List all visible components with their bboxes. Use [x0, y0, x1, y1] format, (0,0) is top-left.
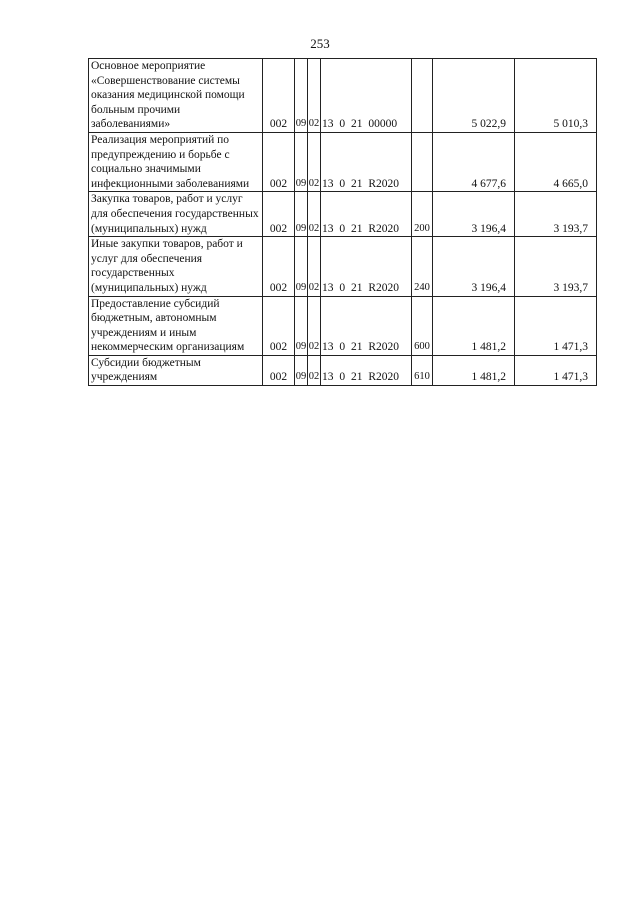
expense-type-code — [412, 59, 433, 133]
table-row — [89, 237, 597, 296]
section-code: 09 — [295, 237, 308, 296]
budget-table — [88, 58, 597, 386]
row-name: Реализация мероприятий по предупреждению и борьбе с социально значимыми инфекционными заболеваниями — [89, 132, 263, 191]
expense-type-code — [412, 132, 433, 191]
target-article-code: 13 0 21 00000 — [321, 59, 412, 133]
target-article-code: 13 0 21 R2020 — [321, 192, 412, 237]
subsection-code: 02 — [308, 355, 321, 385]
subsection-code: 02 — [308, 59, 321, 133]
section-code: 09 — [295, 132, 308, 191]
amount-first: 3 196,4 — [433, 192, 515, 237]
amount-second: 4 665,0 — [515, 132, 597, 191]
amount-first: 3 196,4 — [433, 237, 515, 296]
amount-second: 1 471,3 — [515, 355, 597, 385]
subsection-code: 02 — [308, 237, 321, 296]
table-row — [89, 192, 597, 237]
section-code: 09 — [295, 192, 308, 237]
section-code: 09 — [295, 59, 308, 133]
ministry-code: 002 — [263, 192, 295, 237]
amount-second: 5 010,3 — [515, 59, 597, 133]
amount-first: 5 022,9 — [433, 59, 515, 133]
amount-second: 1 471,3 — [515, 296, 597, 355]
amount-second: 3 193,7 — [515, 192, 597, 237]
row-name: Основное мероприятие «Совершенствование системы оказания медицинской помощи больным прочими заболеваниями» — [89, 59, 263, 133]
section-code: 09 — [295, 355, 308, 385]
expense-type-code: 610 — [412, 355, 433, 385]
target-article-code: 13 0 21 R2020 — [321, 355, 412, 385]
table-row — [89, 355, 597, 385]
amount-second: 3 193,7 — [515, 237, 597, 296]
amount-first: 1 481,2 — [433, 355, 515, 385]
subsection-code: 02 — [308, 296, 321, 355]
amount-first: 4 677,6 — [433, 132, 515, 191]
expense-type-code: 200 — [412, 192, 433, 237]
row-name: Закупка товаров, работ и услуг для обеспечения государственных (муниципальных) нужд — [89, 192, 263, 237]
ministry-code: 002 — [263, 355, 295, 385]
target-article-code: 13 0 21 R2020 — [321, 237, 412, 296]
row-name: Предоставление субсидий бюджетным, автономным учреждениям и иным некоммерческим организациям — [89, 296, 263, 355]
ministry-code: 002 — [263, 132, 295, 191]
table-row — [89, 59, 597, 133]
expense-type-code: 240 — [412, 237, 433, 296]
target-article-code: 13 0 21 R2020 — [321, 132, 412, 191]
expense-type-code: 600 — [412, 296, 433, 355]
subsection-code: 02 — [308, 192, 321, 237]
ministry-code: 002 — [263, 296, 295, 355]
ministry-code: 002 — [263, 237, 295, 296]
ministry-code: 002 — [263, 59, 295, 133]
section-code: 09 — [295, 296, 308, 355]
row-name: Иные закупки товаров, работ и услуг для обеспечения государственных (муниципальных) нужд — [89, 237, 263, 296]
row-name: Субсидии бюджетным учреждениям — [89, 355, 263, 385]
target-article-code: 13 0 21 R2020 — [321, 296, 412, 355]
subsection-code: 02 — [308, 132, 321, 191]
table-row — [89, 296, 597, 355]
page-number: 253 — [310, 36, 330, 51]
table-row — [89, 132, 597, 191]
budget-table-body — [89, 59, 597, 386]
amount-first: 1 481,2 — [433, 296, 515, 355]
